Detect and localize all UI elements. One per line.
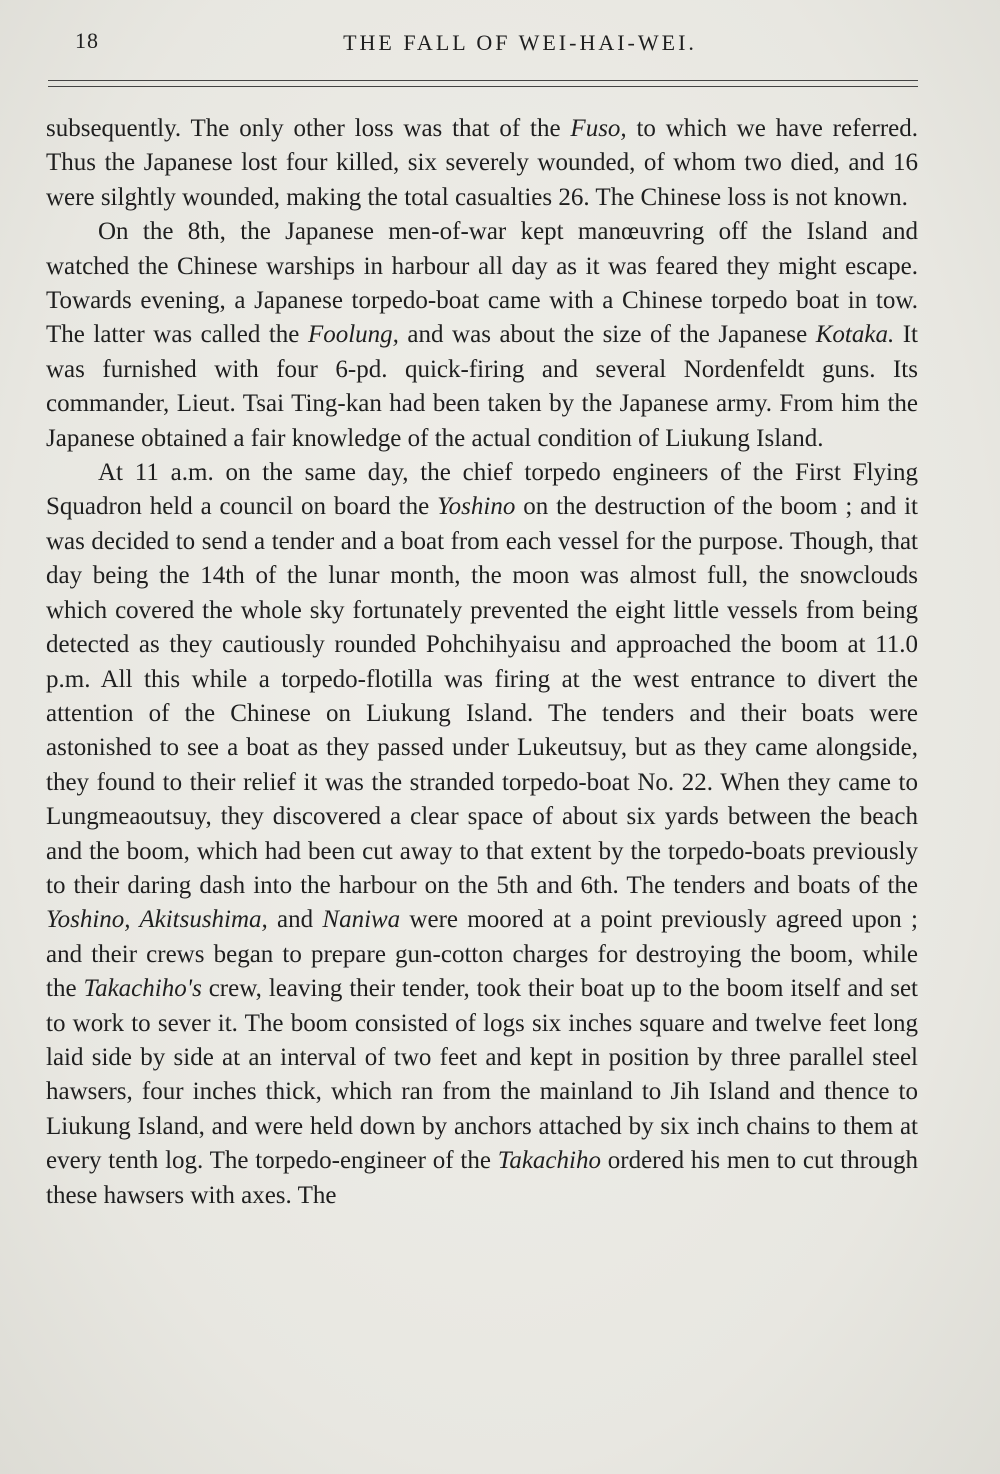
italic-text-run: Takachiho's [83,975,202,1003]
text-run: ordered his men to cut through these hawsers with axes. The [46,1147,918,1209]
body-text [46,112,918,1213]
italic-text-run: Yoshino, Akitsushima, [46,906,268,934]
running-title: THE FALL OF WEI-HAI-WEI. [343,30,697,55]
italic-text-run: Takachiho [497,1147,601,1175]
paragraph-2 [46,215,918,456]
header-rule-top [48,80,918,81]
italic-text-run: Kotaka. [815,321,895,349]
text-run: and was about the size of the Japanese [398,321,816,349]
text-run: At 11 a.m. on the same day, the chief torpedo engineers of the First Flying Squadron held a council on board the [46,459,918,521]
paragraph-1 [46,112,918,215]
italic-text-run: Foolung, [307,321,399,349]
text-run: subsequently. The only other loss was that of the [46,115,571,142]
text-run: and [267,906,323,934]
italic-text-run: Fuso, [570,115,627,142]
text-run: On the 8th, the Japanese men-of-war kept manœuvring off the Island and watched the Chinese warships in harbour all day as it was feared they might escape. Towards evening, a Japanese torpedo-boat came with a Chinese torpedo boat in tow. The latter was called the [46,218,918,349]
page-number: 18 [75,28,99,53]
italic-text-run: Yoshino [437,493,516,521]
italic-text-run: Naniwa [322,906,401,934]
paragraph-3 [46,456,918,1213]
text-run: were moored at a point previously agreed upon ; and their crews began to prepare gun-cotton charges for destroying the boom, while the [46,906,918,1003]
text-run: to which we have referred. Thus the Japanese lost four killed, six severely wounded, of whom two died, and 16 were silghtly wounded, making the total casualties 26. The Chinese loss is not known. [46,115,918,211]
header-rule-bottom [48,86,918,87]
text-run: crew, leaving their tender, took their boat up to the boom itself and set to work to sever it. The boom consisted of logs six inches square and twelve feet long laid side by side at an interval of two feet and kept in position by three parallel steel hawsers, four inches thick, which ran from the mainland to Jih Island and thence to Liukung Island, and were held down by anchors attached by six inch chains to them at every tenth log. The torpedo-engineer of the [46,975,918,1175]
text-run: It was furnished with four 6-pd. quick-firing and several Nordenfeldt guns. Its commander, Lieut. Tsai Ting-kan had been taken by the Japanese army. From him the Japanese obtained a fair knowledge of the actual condition of Liukung Island. [46,321,918,452]
text-run: on the destruction of the boom ; and it was decided to send a tender and a boat from each vessel for the purpose. Though, that day being the 14th of the lunar month, the moon was almost full, the snowclouds which covered the whole sky fortunately prevented the eight little vessels from being detected as they cautiously rounded Pohchihyaisu and approached the boom at 11.0 p.m. All this while a torpedo-flotilla was firing at the west entrance to divert the attention of the Chinese on Liukung Island. The tenders and their boats were astonished to see a boat as they passed under Lukeutsuy, but as they came alongside, they found to their relief it was the stranded torpedo-boat No. 22. When they came to Lungmeaoutsuy, they discovered a clear space of about six yards between the beach and the boom, which had been cut away to that extent by the torpedo-boats previously to their daring dash into the harbour on the 5th and 6th. The tenders and boats of the [46,493,919,899]
